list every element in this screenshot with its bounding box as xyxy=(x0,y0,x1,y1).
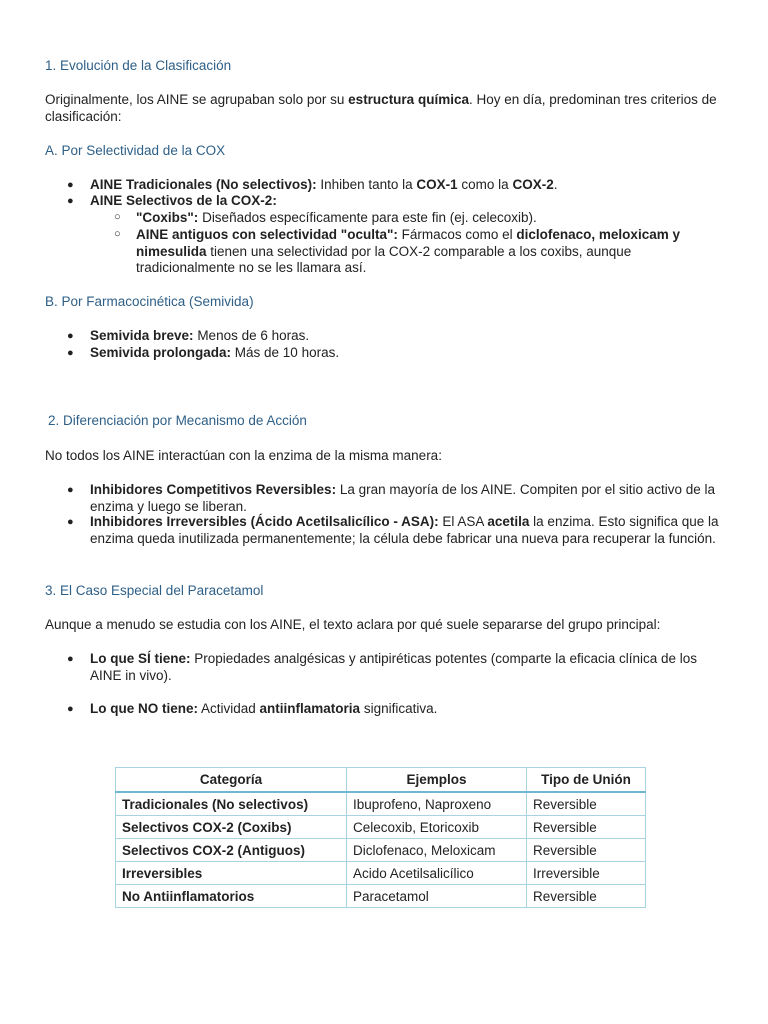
header-ejemplos: Ejemplos xyxy=(347,768,527,793)
cell-ejemplos: Diclofenaco, Meloxicam xyxy=(347,839,527,862)
bullet-icon: ● xyxy=(67,653,74,665)
list-item xyxy=(67,482,730,515)
item-bold-acetila: acetila xyxy=(487,514,530,529)
list-item xyxy=(67,193,730,210)
table-header-row xyxy=(116,768,646,793)
cell-tipo-union: Irreversible xyxy=(527,862,646,885)
item-bold: AINE Selectivos de la COX-2: xyxy=(90,193,277,208)
intro-bold: estructura química xyxy=(348,92,469,107)
item-text: Actividad xyxy=(198,701,260,716)
table-row xyxy=(116,792,646,816)
item-text: Fármacos como el xyxy=(397,227,517,242)
section-2-intro: No todos los AINE interactúan con la enzima de la misma manera: xyxy=(45,448,442,463)
bullet-icon: ● xyxy=(67,195,74,207)
cell-categoria: No Antiinflamatorios xyxy=(116,885,347,908)
section-b-heading: B. Por Farmacocinética (Semivida) xyxy=(45,294,254,309)
intro-text-end: . Hoy en día, predominan tres criterios de clasificación: xyxy=(45,92,717,124)
item-text: Diseñados específicamente para este fin (ej. celecoxib). xyxy=(198,210,537,225)
cell-ejemplos: Paracetamol xyxy=(347,885,527,908)
section-2-heading: 2. Diferenciación por Mecanismo de Acción xyxy=(48,413,307,428)
cell-categoria: Selectivos COX-2 (Antiguos) xyxy=(116,839,347,862)
table-row xyxy=(116,839,646,862)
bullet-icon: ● xyxy=(67,516,74,528)
section-1-heading: 1. Evolución de la Clasificación xyxy=(45,58,232,73)
list-item xyxy=(67,177,730,194)
item-bold: Lo que NO tiene: xyxy=(90,701,198,716)
summary-table xyxy=(115,767,646,908)
header-categoria: Categoría xyxy=(116,768,347,793)
cell-categoria: Tradicionales (No selectivos) xyxy=(116,792,347,816)
item-text: Inhiben tanto la xyxy=(316,177,417,192)
header-tipo-union: Tipo de Unión xyxy=(527,768,646,793)
item-bold-anti: antiinflamatoria xyxy=(259,701,361,716)
cell-ejemplos: Celecoxib, Etoricoxib xyxy=(347,816,527,839)
section-1-intro xyxy=(45,92,735,125)
hollow-bullet-icon: ○ xyxy=(114,211,121,223)
item-text: Propiedades analgésicas y antipiréticas potentes (comparte la eficacia clínica de los AINE in vivo). xyxy=(90,651,698,683)
sub-list-item xyxy=(114,227,726,277)
list-item xyxy=(67,514,730,547)
list-item xyxy=(67,345,730,362)
item-text-3: . xyxy=(553,177,558,192)
cell-categoria: Selectivos COX-2 (Coxibs) xyxy=(116,816,347,839)
sub-list-item xyxy=(114,210,726,227)
item-bold: AINE Tradicionales (No selectivos): xyxy=(90,177,317,192)
item-text: Menos de 6 horas. xyxy=(193,328,310,343)
item-bold-drugs: diclofenaco, meloxicam y nimesulida xyxy=(136,227,680,259)
item-bold: Lo que SÍ tiene: xyxy=(90,651,191,666)
item-bold: "Coxibs": xyxy=(136,210,199,225)
table-row xyxy=(116,885,646,908)
item-text-2: como la xyxy=(457,177,513,192)
item-text: El ASA xyxy=(438,514,488,529)
cell-tipo-union: Reversible xyxy=(527,839,646,862)
list-item xyxy=(67,328,730,345)
intro-text: Originalmente, los AINE se agrupaban solo por su xyxy=(45,92,349,107)
cell-tipo-union: Reversible xyxy=(527,792,646,816)
bullet-icon: ● xyxy=(67,179,74,191)
bullet-icon: ● xyxy=(67,484,74,496)
section-3-intro: Aunque a menudo se estudia con los AINE, el texto aclara por qué suele separarse del grupo principal: xyxy=(45,617,661,632)
item-bold: AINE antiguos con selectividad "oculta": xyxy=(136,227,398,242)
item-bold: Inhibidores Competitivos Reversibles: xyxy=(90,482,337,497)
cell-ejemplos: Acido Acetilsalicílico xyxy=(347,862,527,885)
list-item xyxy=(67,701,730,718)
cell-tipo-union: Reversible xyxy=(527,885,646,908)
bullet-icon: ● xyxy=(67,347,74,359)
bullet-icon: ● xyxy=(67,703,74,715)
cell-categoria: Irreversibles xyxy=(116,862,347,885)
item-text-2: la enzima. Esto significa que la enzima queda inutilizada permanentemente; la célula debe fabricar una nueva para recuperar la función. xyxy=(90,514,719,546)
item-text: Más de 10 horas. xyxy=(231,345,340,360)
table-row xyxy=(116,816,646,839)
item-bold: Semivida prolongada: xyxy=(90,345,232,360)
section-3-heading: 3. El Caso Especial del Paracetamol xyxy=(45,583,264,598)
table-row xyxy=(116,862,646,885)
bullet-icon: ● xyxy=(67,330,74,342)
item-text-2: significativa. xyxy=(360,701,438,716)
item-text: La gran mayoría de los AINE. Compiten por el sitio activo de la enzima y luego se liberan. xyxy=(90,482,716,514)
section-a-heading: A. Por Selectividad de la COX xyxy=(45,143,226,158)
hollow-bullet-icon: ○ xyxy=(114,228,121,240)
cell-tipo-union: Reversible xyxy=(527,816,646,839)
list-item xyxy=(67,651,730,684)
cell-ejemplos: Ibuprofeno, Naproxeno xyxy=(347,792,527,816)
item-bold-cox1: COX-1 xyxy=(416,177,458,192)
item-text-2: tienen una selectividad por la COX-2 comparable a los coxibs, aunque tradicionalmente no se les llamara así. xyxy=(136,243,632,275)
item-bold: Inhibidores Irreversibles (Ácido Acetilsalicílico - ASA): xyxy=(90,514,439,529)
item-bold-cox2: COX-2 xyxy=(512,177,554,192)
item-bold: Semivida breve: xyxy=(90,328,194,343)
